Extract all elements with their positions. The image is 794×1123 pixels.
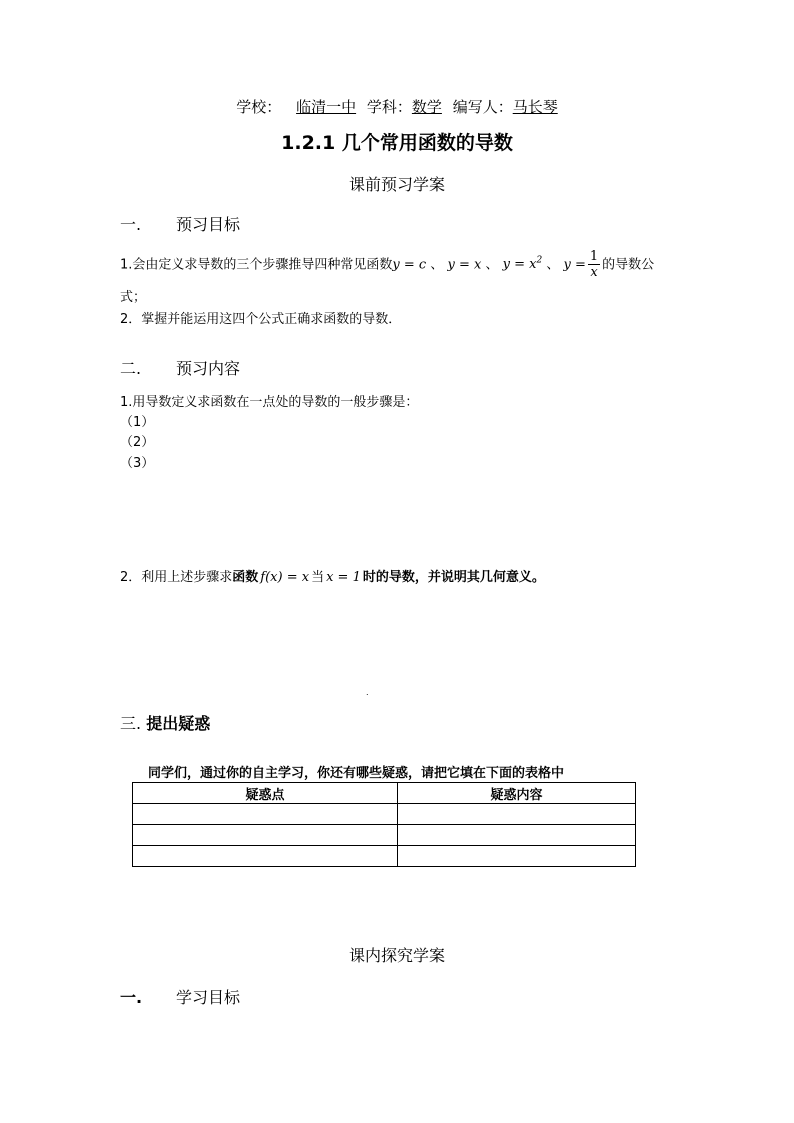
question-2-function-word: 函数 bbox=[232, 570, 259, 585]
objective-2: 2．掌握并能运用这四个公式正确求函数的导数． bbox=[120, 312, 402, 327]
step-3: （3） bbox=[120, 456, 155, 471]
table-row[interactable] bbox=[133, 825, 636, 846]
doubts-prompt: 同学们，通过你的自主学习，你还有哪些疑惑，请把它填在下面的表格中 bbox=[148, 766, 565, 781]
objective-1-wrap: 式； bbox=[120, 290, 147, 305]
question-2-suffix: 时的导数，并说明其几何意义。 bbox=[362, 570, 545, 585]
pre-plan-title: 课前预习学案 bbox=[348, 175, 445, 194]
table-header-row bbox=[133, 783, 636, 804]
objective-1 bbox=[120, 246, 654, 280]
question-1: 1.用导数定义求函数在一点处的导数的一般步骤是： bbox=[120, 395, 419, 410]
formula-reciprocal-fraction: $\frac{1}{x}$ bbox=[589, 249, 599, 281]
author-name: 马长琴 bbox=[512, 98, 558, 116]
school-label: 学校： bbox=[236, 98, 282, 116]
section-1-heading bbox=[120, 212, 240, 235]
in-class-title: 课内探究学案 bbox=[348, 946, 445, 965]
step-1: （1） bbox=[120, 415, 155, 430]
table-row[interactable] bbox=[133, 846, 636, 867]
separator: 、 bbox=[546, 257, 560, 273]
formula-x-equals-1: x = 1 bbox=[326, 570, 361, 585]
separator: 、 bbox=[430, 257, 444, 273]
section-1-title: 预习目标 bbox=[176, 215, 241, 234]
section-2-heading bbox=[120, 356, 240, 379]
table-header-doubt-content: 疑惑内容 bbox=[398, 783, 636, 804]
subject-name: 数学 bbox=[411, 98, 442, 116]
table-cell[interactable] bbox=[398, 846, 636, 867]
step-2: （2） bbox=[120, 435, 155, 450]
section-3-number: 三. bbox=[120, 714, 142, 733]
table-cell[interactable] bbox=[133, 825, 398, 846]
question-2-prefix: 2．利用上述步骤求 bbox=[120, 570, 233, 585]
section-1-number: 一. bbox=[120, 215, 142, 234]
section-2-title: 预习内容 bbox=[176, 359, 241, 378]
subject-label: 学科： bbox=[366, 98, 412, 116]
section-3-title: 提出疑惑 bbox=[146, 714, 211, 733]
formula-square: $y = x^2$ bbox=[502, 256, 543, 273]
section-4-number: 一. bbox=[120, 988, 143, 1007]
section-4-title: 学习目标 bbox=[176, 988, 241, 1007]
formula-fx: f(x) = x bbox=[260, 570, 310, 585]
separator: 、 bbox=[485, 257, 499, 273]
objective-1-suffix: 的导数公 bbox=[602, 257, 655, 273]
section-3-heading bbox=[120, 711, 210, 734]
doubts-table bbox=[132, 782, 636, 867]
formula-identity: y = x bbox=[447, 257, 482, 273]
document-title: 1.2.1 几个常用函数的导数 bbox=[281, 132, 513, 154]
document-header bbox=[0, 96, 794, 117]
formula-reciprocal-lhs: y = bbox=[563, 257, 586, 273]
table-cell[interactable] bbox=[398, 825, 636, 846]
objective-1-text: 1.会由定义求导数的三个步骤推导四种常见函数 bbox=[120, 257, 393, 273]
table-cell[interactable] bbox=[133, 846, 398, 867]
table-row[interactable] bbox=[133, 804, 636, 825]
question-2-when: 当 bbox=[311, 570, 325, 585]
school-name: 临清一中 bbox=[296, 98, 357, 116]
author-label: 编写人： bbox=[452, 98, 513, 116]
question-2 bbox=[120, 566, 545, 585]
stray-dot: . bbox=[366, 688, 369, 697]
section-4-heading bbox=[120, 985, 240, 1008]
table-cell[interactable] bbox=[133, 804, 398, 825]
table-header-doubt-point: 疑惑点 bbox=[133, 783, 398, 804]
table-cell[interactable] bbox=[398, 804, 636, 825]
formula-constant: y = c bbox=[392, 257, 427, 273]
section-2-number: 二. bbox=[120, 359, 142, 378]
